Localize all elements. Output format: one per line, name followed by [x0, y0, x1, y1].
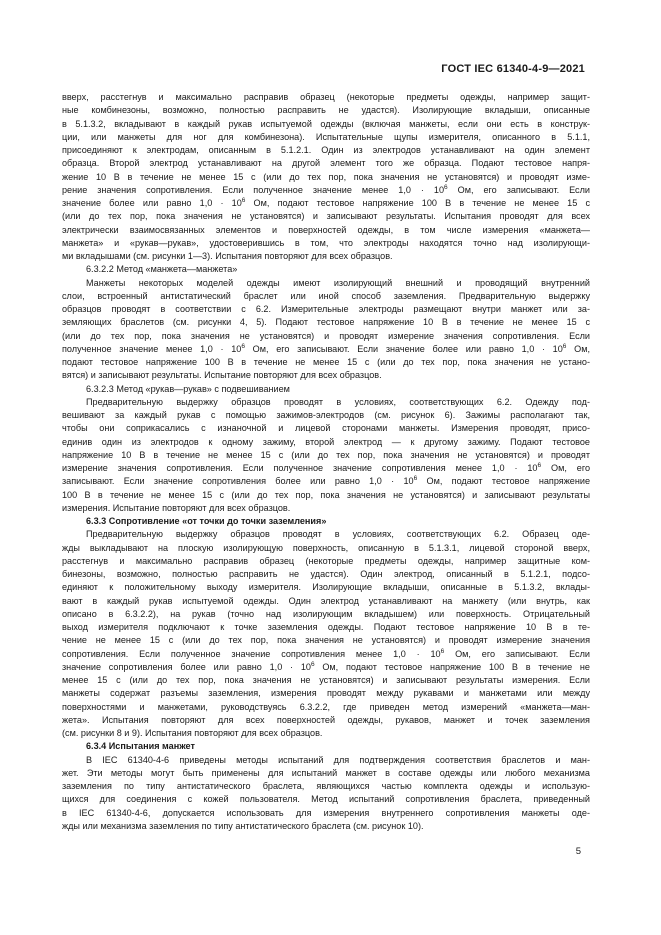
page-number: 5	[575, 846, 581, 857]
paragraph-6-3-4	[62, 754, 590, 834]
text-line: в 5.1.3.2, вкладывают в каждый рукав испытуемой одежды (включая манжеты, если они есть в конструк-	[62, 118, 590, 129]
text-line: сопротивления. Если полученное значение сопротивления менее $1,0 \cdot 10^6$ Ом, его записывают. Если	[62, 647, 590, 659]
text-line: поверхностями и манжетами, руководствуясь 6.3.2.2, где приведен метод измерений «манжета—ман-	[62, 701, 590, 712]
text-line: Предварительную выдержку образцов проводят в условиях, соответствующих 6.2. Образец оде-	[86, 529, 590, 540]
text-line: ции, или манжеты для ног для комбинезона). Испытательные щупы измерителя, описанного в 5.1.1,	[62, 131, 590, 142]
document-body	[62, 91, 590, 833]
text-line: измерение значения сопротивления. Если полученное значение сопротивления менее $1,0 \cdot 10^6$ Ом, его	[62, 462, 590, 473]
text-line: манжеты содержат разъемы заземления, измерения проводят между рукавами и манжетами или между	[62, 688, 590, 699]
text-line: значение более или равно $1,0 \cdot 10^6$ Ом, подают тестовое напряжение 100 В в течение не менее 15 с	[62, 197, 590, 208]
text-line: бинезоны, возможно, полностью расправить не удастся). Один электрод, описанный в 5.1.2.1, подсо-	[62, 569, 590, 579]
text-line: образца. Второй электрод устанавливают на другой элемент того же образца. Подают тестовое напря-	[62, 158, 590, 169]
heading-6-3-2-3: 6.3.2.3 Метод «рукав—рукав» с подвешиванием	[86, 383, 290, 394]
paragraph-6-3-2-1-continued	[62, 91, 590, 263]
text-line: подают тестовое напряжение 100 В в течение не менее 15 с (или до тех пор, пока значения не устано-	[62, 357, 590, 367]
text-line: записывают. Если значение сопротивления более или равно $1,0 \cdot 10^6$ Ом, подают тестовое напряжение	[62, 475, 590, 487]
text-line: напряжение 10 В в течение не менее 15 с (или до тех пор, пока значения не установятся) и проводят	[62, 449, 590, 460]
text-line: вверх, расстегнув и максимально расправив образец (некоторые предметы одежды, например защит-	[62, 92, 590, 102]
text-line: Предварительную выдержку образцов проводят в условиях, соответствующих 6.2. Одежду под-	[86, 396, 590, 407]
text-line: (см. рисунки 8 и 9). Испытания повторяют для всех образцов.	[62, 728, 323, 738]
text-line: слои, встроенный антистатический браслет или иной способ заземления. Предварительную выдержку	[62, 290, 590, 301]
text-line: чение не менее 15 с (или до тех пор, пока значения не установятся) и проводят измерение значения	[62, 635, 590, 646]
text-line: в IEC 61340-4-6, допускается использовать для измерения внутреннего сопротивления манжеты оде-	[62, 807, 590, 818]
text-line: В IEC 61340-4-6 приведены методы испытаний для подтверждения соответствия браслетов и ман-	[86, 754, 590, 765]
text-line: рение значения сопротивления. Если полученное значение менее $1,0 \cdot 10^6$ Ом, его записывают. Если	[62, 183, 590, 195]
text-line: значение сопротивления более или равно $1,0 \cdot 10^6$ Ом, подают тестовое напряжение 100 В в течение не	[62, 660, 590, 672]
text-line: 100 В в течение не менее 15 с (или до тех пор, пока значения не установятся) и записывают результаты	[62, 489, 590, 500]
text-line: менее 15 с (или до тех пор, пока значения не установятся) и записывают результаты измерения. Если	[62, 675, 590, 685]
text-line: электрически взаимосвязанных элементов и поверхностей одежды, в том числе измерения «манжета—	[62, 224, 590, 235]
standard-designation: ГОСТ IEC 61340-4-9—2021	[441, 63, 585, 75]
text-line: вешивают за каждый рукав с помощью зажимов-электродов (см. рисунок 6). Зажимы располагают так,	[62, 410, 590, 420]
text-line: вятся) и записывают результаты. Испытание повторяют для всех образцов.	[62, 370, 382, 381]
text-line: жды выкладывают на плоскую изолирующую поверхность, описанную в 5.1.3.1, лицевой стороной вверх,	[62, 542, 590, 553]
text-line: расстегнув и максимально расправив образец (некоторые предметы одежды, например защитные ком-	[62, 555, 590, 566]
text-line: (или до тех пор, пока значения не установятся) и проводят измерение значения сопротивления. Если	[62, 330, 590, 341]
text-line: манжета» и «рукав—рукав», удостоверившись в том, что электроды находятся точно над изолирующи-	[62, 237, 590, 248]
text-line: (или до тех пор, пока значения не установятся) и записывают результаты. Испытания проводят для всех	[62, 211, 590, 222]
text-line: щихся для соединения с кожей пользователя. Метод испытаний сопротивления браслета, приведенный	[62, 794, 590, 805]
text-line: Манжеты некоторых моделей одежды имеют изолирующий внешний и проводящий внутренний	[86, 277, 590, 288]
text-line: вают в каждый рукав испытуемой одежды. Один электрод устанавливают на манжету (или внутрь, как	[62, 595, 590, 606]
heading-6-3-2-2: 6.3.2.2 Метод «манжета—манжета»	[86, 264, 238, 275]
text-line: полученное значение менее $1,0 \cdot 10^6$ Ом, его записывают. Если значение более или равно $1,0 \cdot 10^6$ Ом,	[62, 342, 590, 354]
text-line: выход измерителя подключают к точке заземления одежды. Подают тестовое напряжение 10 В в те-	[62, 622, 590, 632]
heading-6-3-4: 6.3.4 Испытания манжет	[86, 741, 195, 752]
heading-6-3-3: 6.3.3 Сопротивление «от точки до точки заземления»	[86, 516, 327, 526]
text-line: жета». Испытания повторяют для всех поверхностей одежды, рукавов, манжет и точек заземления	[62, 714, 590, 725]
paragraph-6-3-2-2	[62, 277, 590, 383]
text-line: жды или механизма заземления по типу антистатического браслета (см. рисунок 10).	[62, 820, 424, 831]
text-line: жение 10 В в течение не менее 15 с (или до тех пор, пока значения не установятся) и проводят изме-	[62, 171, 590, 182]
text-line: ми вкладышами (см. рисунки 1—3). Испытания повторяют для всех образцов.	[62, 251, 393, 261]
text-line: земляющих браслетов (см. рисунки 4, 5). Подают тестовое напряжение 10 В в течение не менее 15 с	[62, 317, 590, 328]
text-line: ные комбинезоны, возможно, полностью расправить не удастся). Изолирующие вкладыши, описанные	[62, 105, 590, 116]
text-line: жет. Эти методы могут быть применены для испытаний манжет в составе одежды или любого механизма	[62, 767, 590, 778]
text-line: единяют к положительному выходу измерителя. Изолирующие вкладыши, описанные в 5.1.3.2, вклады-	[62, 582, 590, 593]
text-line: описано в 6.3.2.2), на рукав (точно над изолирующим вкладышем) или поверхность. Отрицательный	[62, 608, 590, 619]
text-line: образцов проводят в соответствии с 6.2. Измерительные электроды размещают внутри манжет или за-	[62, 304, 590, 314]
text-line: присоединяют к электродам, описанным в 5.1.2.1. Один из электродов устанавливают на один элемент	[62, 145, 590, 155]
paragraph-6-3-2-3	[62, 396, 590, 515]
paragraph-6-3-3	[62, 528, 590, 740]
text-line: измерения. Испытание повторяют для всех образцов.	[62, 502, 291, 513]
text-line: единив один из электродов к одному зажиму, второй электрод — к другому зажиму. Подают тестовое	[62, 436, 590, 447]
text-line: чтобы они соприкасались с изнаночной и лицевой сторонами манжеты. Измерения проводят, присо-	[62, 423, 590, 434]
text-line: заземления по типу антистатического браслета, являющихся частью комплекта одежды и использую-	[62, 781, 590, 791]
